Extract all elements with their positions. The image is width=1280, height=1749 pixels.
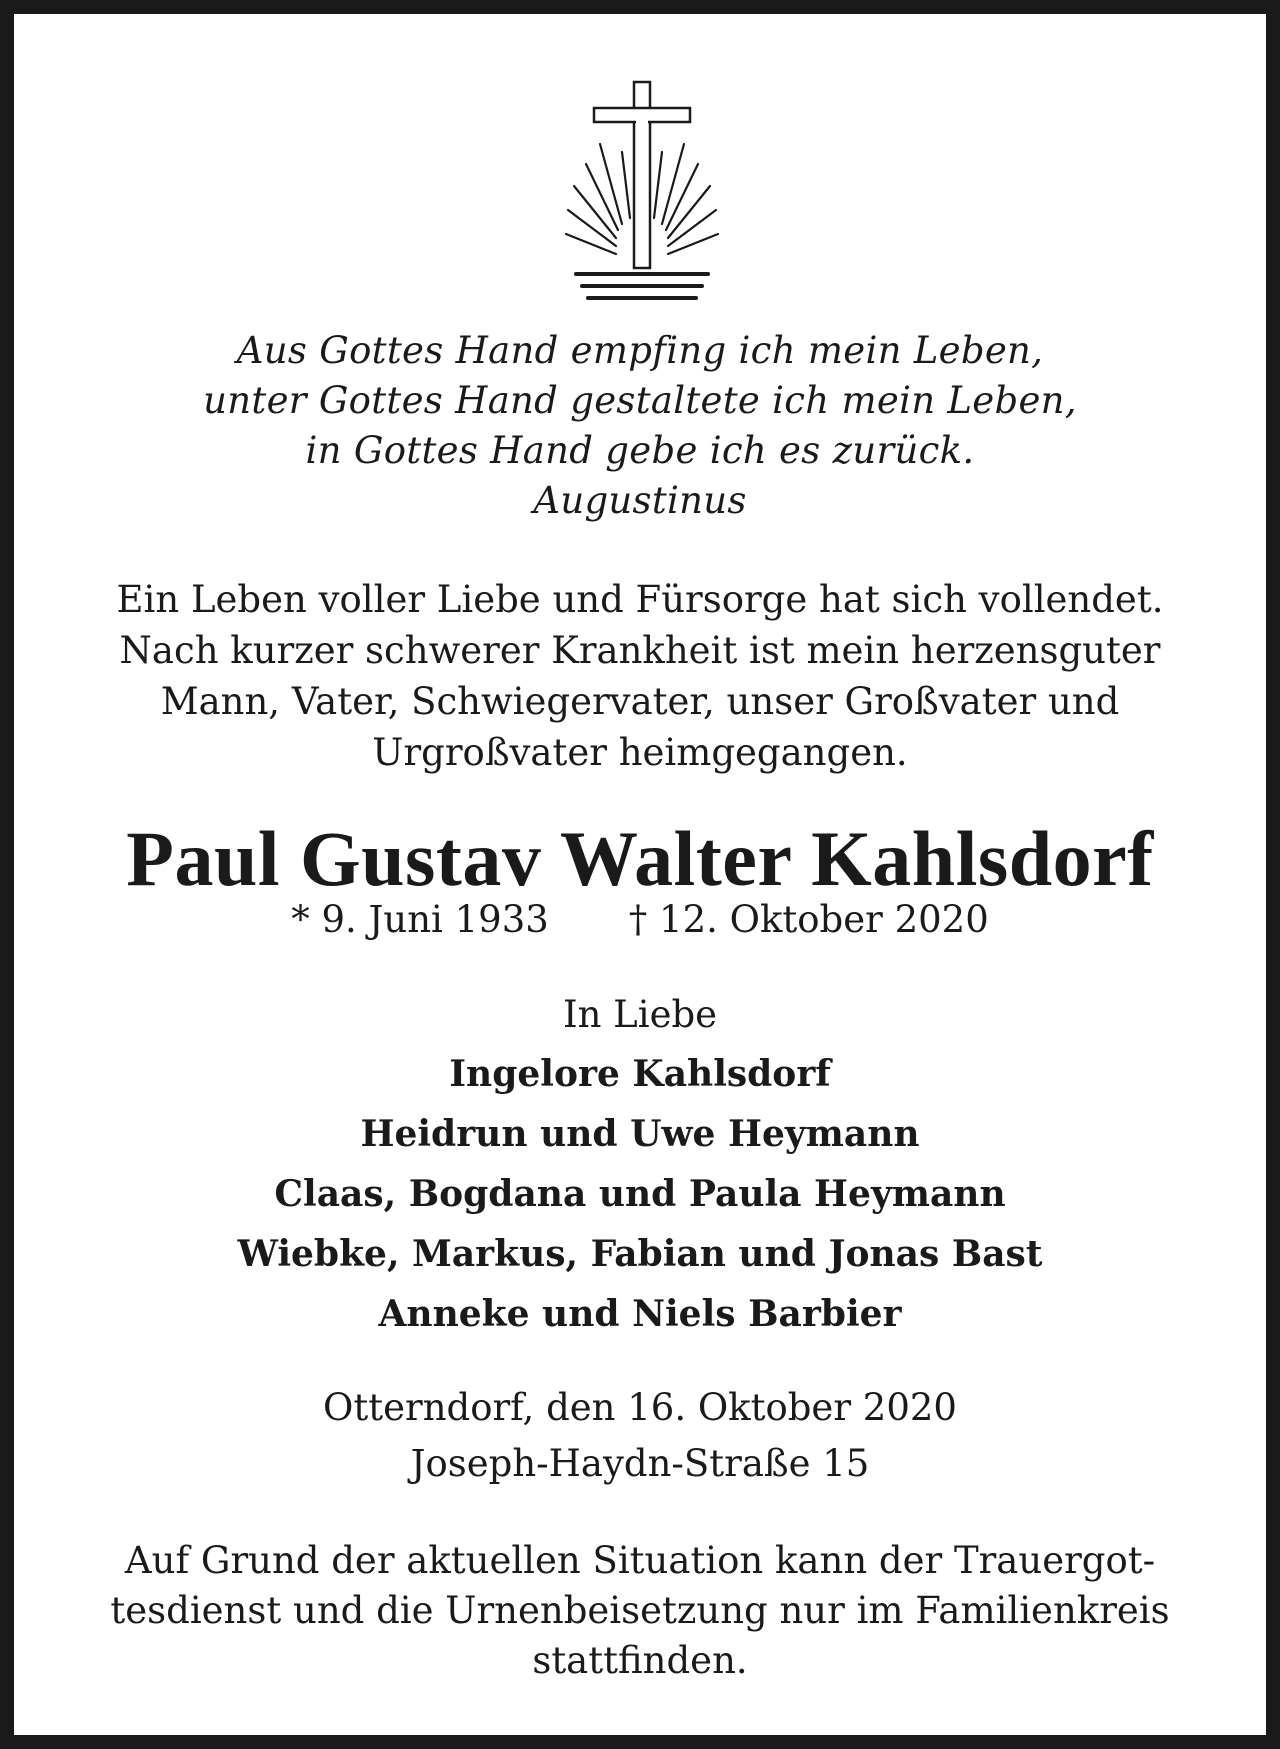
mourner-name: Heidrun und Uwe Heymann bbox=[360, 1113, 920, 1155]
bible-quote bbox=[14, 326, 1266, 526]
life-dates bbox=[14, 895, 1266, 945]
obituary-card bbox=[14, 14, 1266, 1735]
intro-line: Mann, Vater, Schwiegervater, unser Großvater und bbox=[160, 680, 1120, 723]
address: Joseph-Haydn-Straße 15 bbox=[410, 1442, 870, 1485]
intro-line: Urgroßvater heimgegangen. bbox=[372, 731, 908, 774]
place-date: Otterndorf, den 16. Oktober 2020 bbox=[323, 1386, 957, 1429]
mourner-name: Anneke und Niels Barbier bbox=[378, 1293, 902, 1335]
intro-line: Ein Leben voller Liebe und Fürsorge hat sich vollendet. bbox=[116, 578, 1164, 621]
quote-line: Aus Gottes Hand empfing ich mein Leben, bbox=[236, 329, 1044, 372]
quote-author: Augustinus bbox=[533, 479, 747, 522]
funeral-notice bbox=[14, 1536, 1266, 1686]
cross-sunrise-water-icon bbox=[562, 74, 722, 304]
mourner-name: Ingelore Kahlsdorf bbox=[449, 1053, 831, 1095]
intro-text bbox=[14, 574, 1266, 778]
intro-line: Nach kurzer schwerer Krankheit ist mein herzensguter bbox=[119, 629, 1161, 672]
notice-line: stattfinden. bbox=[532, 1639, 748, 1682]
death-date: † 12. Oktober 2020 bbox=[628, 898, 989, 941]
mourner-name: Wiebke, Markus, Fabian und Jonas Bast bbox=[237, 1233, 1043, 1275]
mourners-list bbox=[14, 1044, 1266, 1344]
quote-line: in Gottes Hand gebe ich es zurück. bbox=[305, 429, 975, 472]
place-and-address bbox=[14, 1380, 1266, 1492]
mourners-intro: In Liebe bbox=[562, 993, 718, 1036]
birth-date: * 9. Juni 1933 bbox=[291, 898, 549, 941]
mourner-name: Claas, Bogdana und Paula Heymann bbox=[274, 1173, 1006, 1215]
deceased-name: Paul Gustav Walter Kahlsdorf bbox=[126, 815, 1154, 902]
notice-line: tesdienst und die Urnenbeisetzung nur im Familienkreis bbox=[110, 1589, 1170, 1632]
notice-line: Auf Grund der aktuellen Situation kann der Trauergot- bbox=[124, 1539, 1156, 1582]
quote-line: unter Gottes Hand gestaltete ich mein Leben, bbox=[203, 379, 1077, 422]
